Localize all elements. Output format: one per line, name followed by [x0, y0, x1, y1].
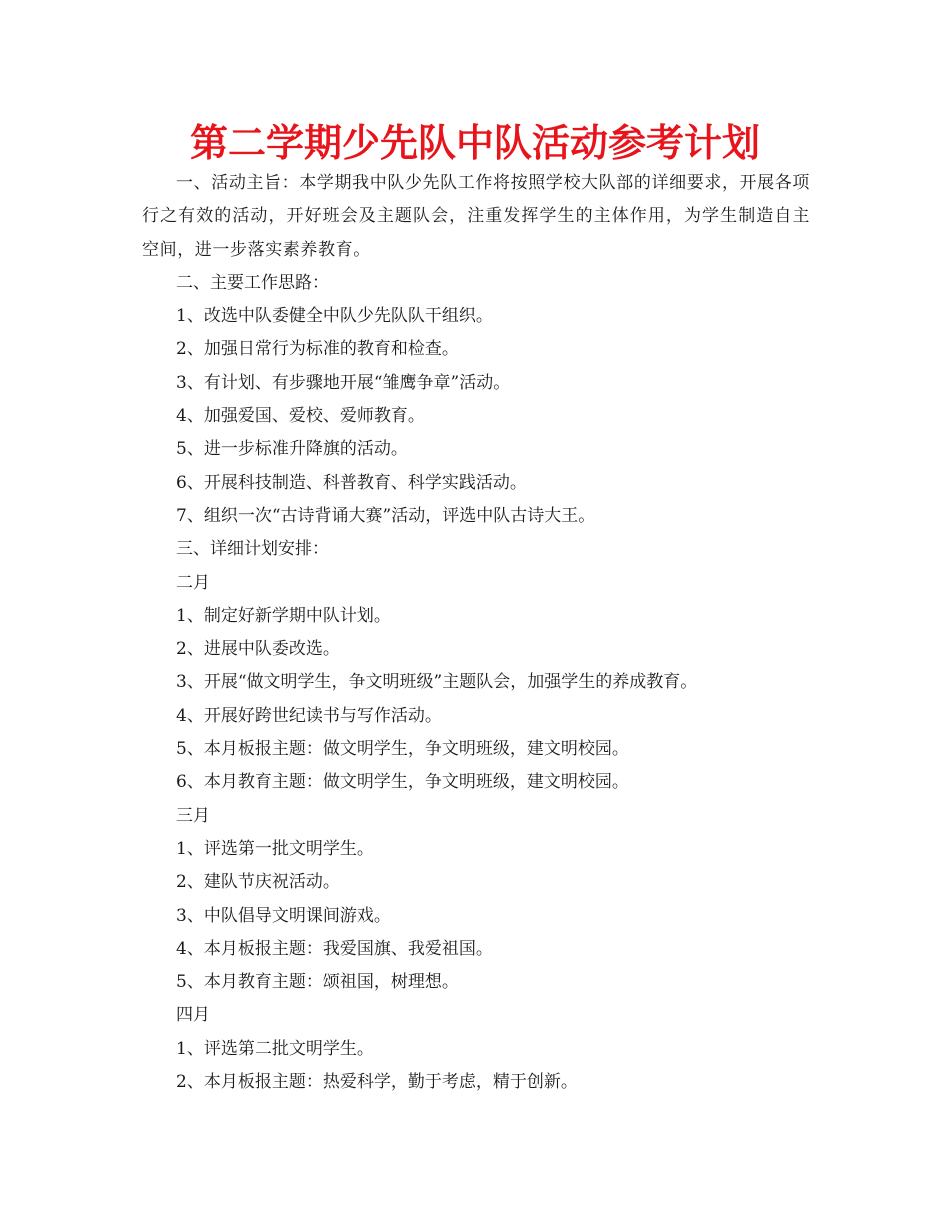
list-item: 3、中队倡导文明课间游戏。	[176, 905, 391, 926]
list-item: 1、评选第二批文明学生。	[176, 1038, 374, 1059]
list-item: 2、进展中队委改选。	[176, 639, 340, 660]
month-heading-february: 二月	[176, 572, 210, 593]
month-heading-april: 四月	[176, 1005, 210, 1026]
list-item: 6、本月教育主题：做文明学生，争文明班级，建文明校园。	[176, 772, 629, 793]
list-item: 1、改选中队委健全中队少先队队干组织。	[176, 306, 493, 327]
list-item: 1、评选第一批文明学生。	[176, 838, 374, 859]
intro-paragraph: 一、活动主旨：本学期我中队少先队工作将按照学校大队部的详细要求，开展各项行之有效的活动，开好班会及主题队会，注重发挥学生的主体作用，为学生制造自主空间，进一步落实素养教育。	[142, 173, 810, 260]
section-heading-detailed-plan: 三、详细计划安排：	[176, 539, 329, 560]
month-heading-march: 三月	[176, 805, 210, 826]
list-item: 5、本月板报主题：做文明学生，争文明班级，建文明校园。	[176, 739, 629, 760]
list-item: 3、开展“做文明学生，争文明班级”主题队会，加强学生的养成教育。	[176, 672, 698, 693]
document-title: 第二学期少先队中队活动参考计划	[189, 121, 760, 165]
list-item: 2、建队节庆祝活动。	[176, 872, 340, 893]
list-item: 4、本月板报主题：我爱国旗、我爱祖国。	[176, 938, 493, 959]
list-item: 1、制定好新学期中队计划。	[176, 605, 391, 626]
list-item: 4、开展好跨世纪读书与写作活动。	[176, 705, 442, 726]
list-item: 5、本月教育主题：颂祖国，树理想。	[176, 972, 459, 993]
list-item: 2、加强日常行为标准的教育和检查。	[176, 339, 459, 360]
list-item: 6、开展科技制造、科普教育、科学实践活动。	[176, 472, 527, 493]
list-item: 2、本月板报主题：热爱科学，勤于考虑，精于创新。	[176, 1072, 578, 1093]
list-item: 7、组织一次“古诗背诵大赛”活动，评选中队古诗大王。	[176, 505, 596, 526]
document-body	[142, 167, 810, 1099]
list-item: 3、有计划、有步骤地开展“雏鹰争章”活动。	[176, 372, 511, 393]
list-item: 4、加强爱国、爱校、爱师教育。	[176, 406, 425, 427]
list-item: 5、进一步标准升降旗的活动。	[176, 439, 408, 460]
section-heading-work-ideas: 二、主要工作思路：	[176, 272, 329, 293]
